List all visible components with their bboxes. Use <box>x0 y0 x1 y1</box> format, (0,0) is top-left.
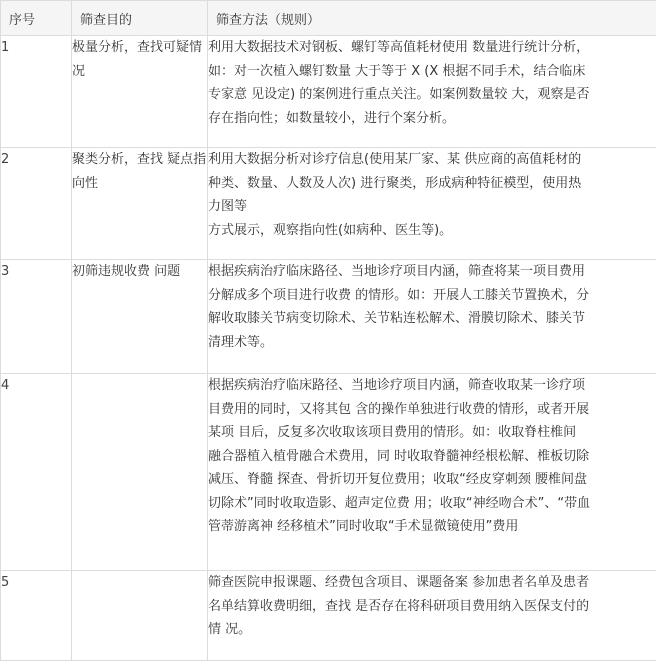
row-number: 3 <box>1 260 72 374</box>
row-method <box>208 260 656 374</box>
method-line: 力图等 <box>208 199 248 214</box>
header-method: 筛查方法（规则） <box>208 1 656 36</box>
row-number: 1 <box>1 36 72 148</box>
table-row <box>1 374 656 571</box>
row-method <box>208 148 656 260</box>
method-line: 名单结算收费明细，查找 是否存在将科研项目费用纳入医保支付的 <box>208 598 590 614</box>
method-line: 解收取膝关节病变切除术、关节粘连松解术、滑膜切除术、膝关节 <box>208 311 586 326</box>
row-method <box>208 36 656 148</box>
header-purpose: 筛查目的 <box>72 1 208 36</box>
method-line: 融合器植入植骨融合术费用，同 时收取脊髓神经根松解、椎板切除 <box>208 448 590 464</box>
header-no: 序号 <box>1 1 72 36</box>
method-line: 目费用的同时，又将其包 含的操作单独进行收费的情形，或者开展 <box>208 401 590 417</box>
method-line: 管蒂游离神 经移植术”同时收取“手术显微镜使用”费用 <box>208 519 519 534</box>
row-purpose: 极量分析，查找可疑情况 <box>72 36 208 148</box>
method-line: 如：对一次植入螺钉数量 大于等于 X (X 根据不同手术，结合临床 <box>208 63 586 79</box>
method-line: 根据疾病治疗临床路径、当地诊疗项目内涵，筛查将某一项目费用 <box>208 264 586 279</box>
row-purpose <box>72 374 208 571</box>
method-line: 分解成多个项目进行收费 的情形。如：开展人工膝关节置换术，分 <box>208 287 590 303</box>
table-row <box>1 148 656 260</box>
method-line: 某项 目后，反复多次收取该项目费用的情形。如：收取脊柱椎间 <box>208 425 577 440</box>
method-line: 减压、脊髓 探查、骨折切开复位费用；收取“经皮穿刺颈 腰椎间盘 <box>208 472 587 487</box>
method-line: 筛查医院申报课题、经费包含项目、课题备案 参加患者名单及患者 <box>208 575 590 590</box>
row-number: 2 <box>1 148 72 260</box>
header-row <box>1 1 656 36</box>
method-line: 方式展示，观察指向性(如病种、医生等)。 <box>208 222 453 238</box>
row-method <box>208 374 656 571</box>
method-line: 清理术等。 <box>208 334 274 350</box>
row-method <box>208 571 656 661</box>
method-line: 利用大数据分析对诊疗信息(使用某厂家、某 供应商的高值耗材的 <box>208 152 582 167</box>
method-line: 存在指向性；如数量较小，进行个案分析。 <box>208 110 456 126</box>
row-purpose: 聚类分析，查找 疑点指向性 <box>72 148 208 260</box>
method-line: 情 况。 <box>208 622 252 637</box>
table-row <box>1 260 656 374</box>
method-line: 种类、数量、人数及人次) 进行聚类，形成病种特征模型，使用热 <box>208 175 582 191</box>
row-number: 4 <box>1 374 72 571</box>
method-line: 专家意 见设定) 的案例进行重点关注。如案例数量较 大，观察是否 <box>208 87 590 102</box>
method-line: 根据疾病治疗临床路径、当地诊疗项目内涵，筛查收取某一诊疗项 <box>208 378 586 393</box>
method-line: 利用大数据技术对钢板、螺钉等高值耗材使用 数量进行统计分析， <box>208 40 590 55</box>
row-number: 5 <box>1 571 72 661</box>
method-line: 切除术”同时收取造影、超声定位费 用；收取“神经吻合术”、“带血 <box>208 495 591 511</box>
table-row <box>1 36 656 148</box>
table-row <box>1 571 656 661</box>
row-purpose <box>72 571 208 661</box>
row-purpose: 初筛违规收费 问题 <box>72 260 208 374</box>
